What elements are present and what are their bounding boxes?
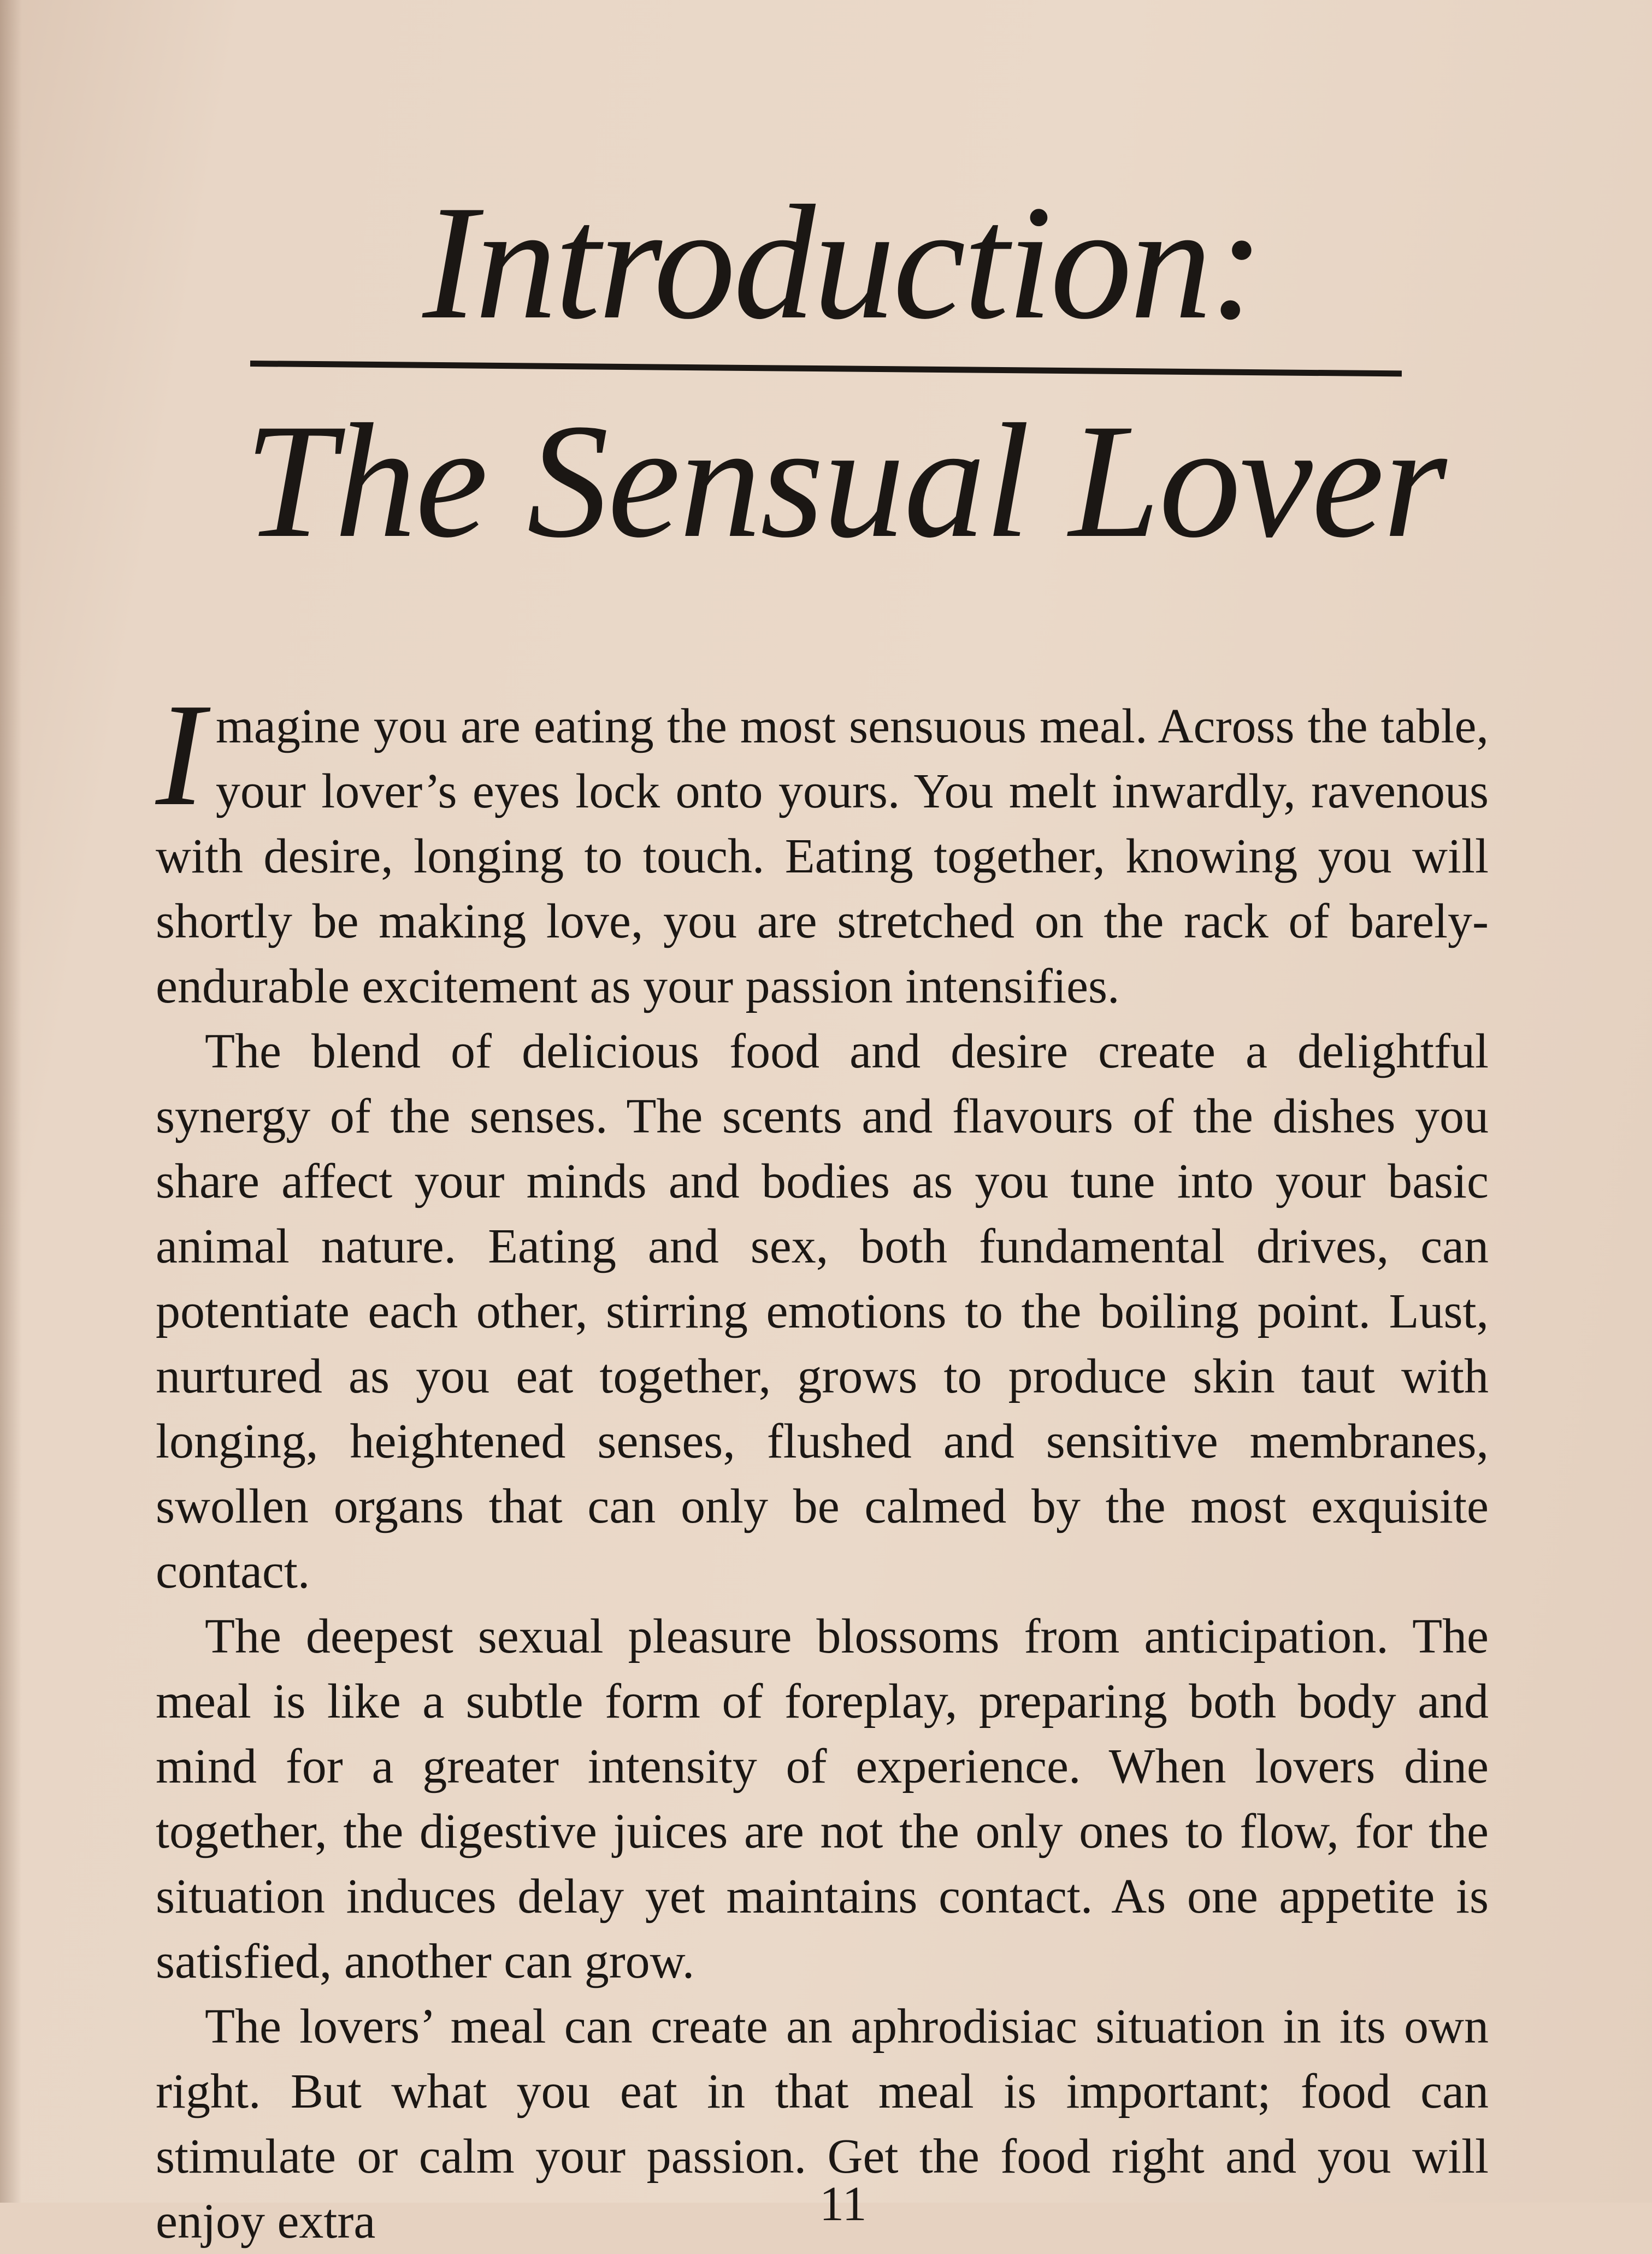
paragraph-2: The blend of delicious food and desire create a delightful synergy of the senses. The scents and flavours of the dishes you share affect your minds and bodies as you tune into your basic animal nature. Eating and sex, both fundamental drives, can potentiate each other, stirring emotions to the boiling point. Lust, nurtured as you eat together, grows to produce skin taut with longing, heightened senses, flushed and sensitive membranes, swollen organs that can only be calmed by the most exquisite contact. <box>156 1024 1489 1598</box>
chapter-subtitle: The Sensual Lover <box>244 390 1446 571</box>
page-number: 11 <box>819 2177 867 2231</box>
paragraph-3: The deepest sexual pleasure blossoms from anticipation. The meal is like a subtle form of foreplay, preparing both body and mind for a greater intensity of experience. When lovers dine together, the digestive juices are not the only ones to flow, for the situation induces delay yet maintains contact. As one appetite is satisfied, another can grow. <box>156 1609 1489 1989</box>
paragraph-1-text: magine you are eating the most sensuous meal. Across the table, your lover’s eyes lock onto yours. You melt inwardly, ravenous with desire, longing to touch. Eating together, knowing you will shortly be making love, you are stretched on the rack of barely-endurable excitement as your passion intensifies. <box>156 699 1489 1013</box>
chapter-title: Introduction: <box>422 172 1262 353</box>
title-divider <box>250 361 1402 376</box>
paragraph-1 <box>156 673 1489 1019</box>
paragraph-4: The lovers’ meal can create an aphrodisiac situation in its own right. But what you eat in that meal is important; food can stimulate or calm your passion. Get the food right and you will enjoy extra <box>156 1999 1489 2249</box>
body-text <box>156 673 1489 2254</box>
drop-cap: I <box>156 673 205 836</box>
